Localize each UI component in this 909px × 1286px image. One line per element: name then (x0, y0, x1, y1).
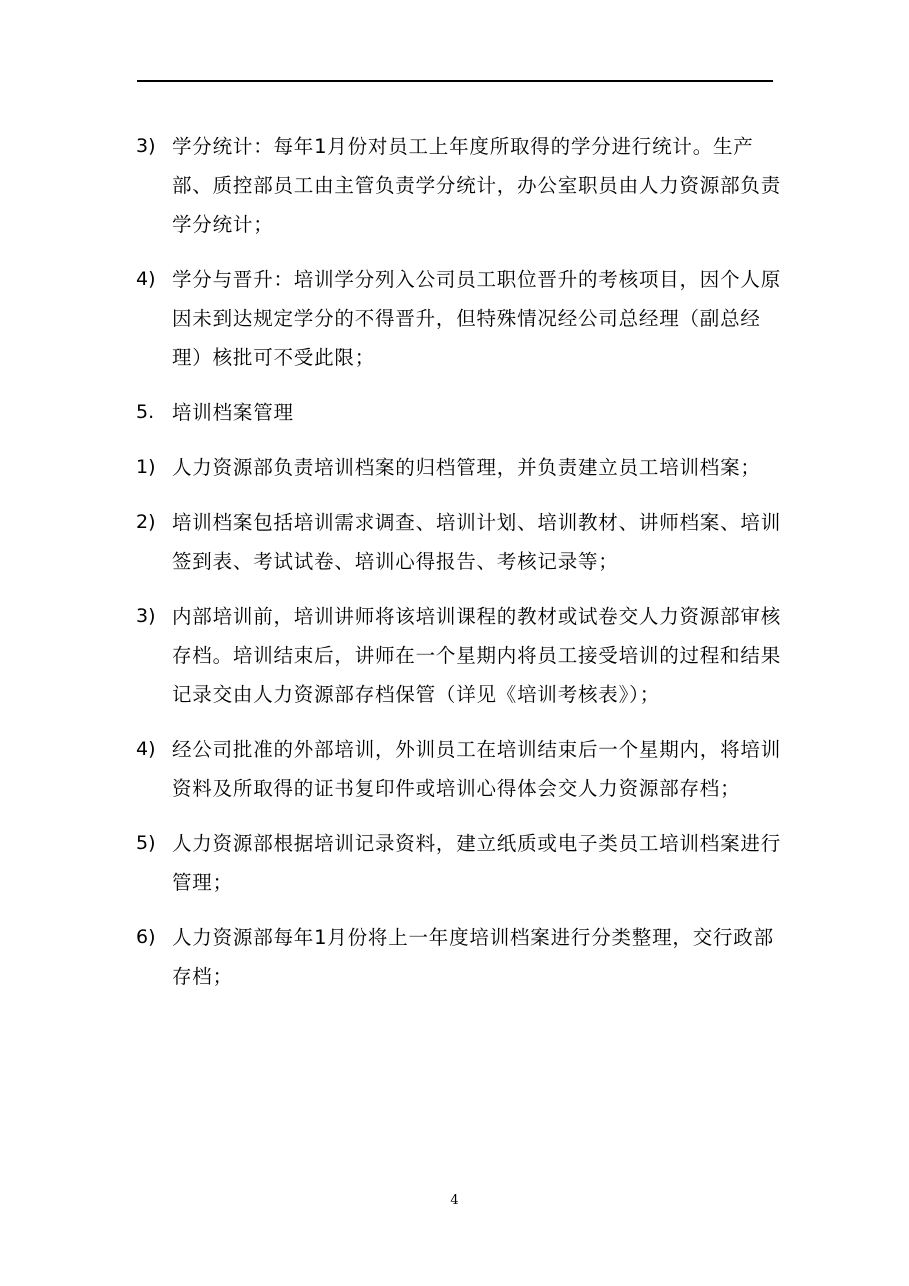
list-item-text: 经公司批准的外部培训，外训员工在培训结束后一个星期内，将培训资料及所取得的证书复印件或培训心得体会交人力资源部存档； (172, 738, 782, 800)
list-marker: 6) (136, 926, 156, 948)
list-item (136, 730, 786, 808)
section-heading (136, 393, 786, 432)
list-item-text: 学分统计：每年1月份对员工上年度所取得的学分进行统计。生产部、质控部员工由主管负责学分统计，办公室职员由人力资源部负责学分统计； (172, 135, 782, 236)
list-item-text: 培训档案包括培训需求调查、培训计划、培训教材、讲师档案、培训签到表、考试试卷、培训心得报告、考核记录等； (172, 511, 782, 573)
header-rule (137, 80, 773, 82)
list-marker: 1) (136, 456, 156, 478)
list-item-text: 学分与晋升：培训学分列入公司员工职位晋升的考核项目，因个人原因未到达规定学分的不得晋升，但特殊情况经公司总经理（副总经理）核批可不受此限； (172, 268, 782, 369)
list-item-text: 人力资源部负责培训档案的归档管理，并负责建立员工培训档案； (172, 456, 761, 479)
list-item (136, 127, 786, 244)
list-item (136, 597, 786, 714)
list-item-text: 内部培训前，培训讲师将该培训课程的教材或试卷交人力资源部审核存档。培训结束后，讲师在一个星期内将员工接受培训的过程和结果记录交由人力资源部存档保管（详见《培训考核表》）； (172, 605, 782, 706)
page-number: 4 (450, 1193, 459, 1208)
list-item (136, 918, 786, 996)
list-marker: 2) (136, 511, 156, 533)
list-marker: 4) (136, 268, 156, 290)
list-item (136, 448, 786, 487)
list-item (136, 824, 786, 902)
list-item-text: 人力资源部每年1月份将上一年度培训档案进行分类整理，交行政部存档； (172, 926, 774, 988)
list-item (136, 260, 786, 377)
list-marker: 3) (136, 135, 156, 157)
section-title: 培训档案管理 (172, 401, 294, 424)
list-item-text: 人力资源部根据培训记录资料，建立纸质或电子类员工培训档案进行管理； (172, 832, 782, 894)
list-marker: 4) (136, 738, 156, 760)
section-number: 5. (136, 401, 155, 423)
document-body (136, 127, 786, 1012)
list-item (136, 503, 786, 581)
list-marker: 3) (136, 605, 156, 627)
list-marker: 5) (136, 832, 156, 854)
